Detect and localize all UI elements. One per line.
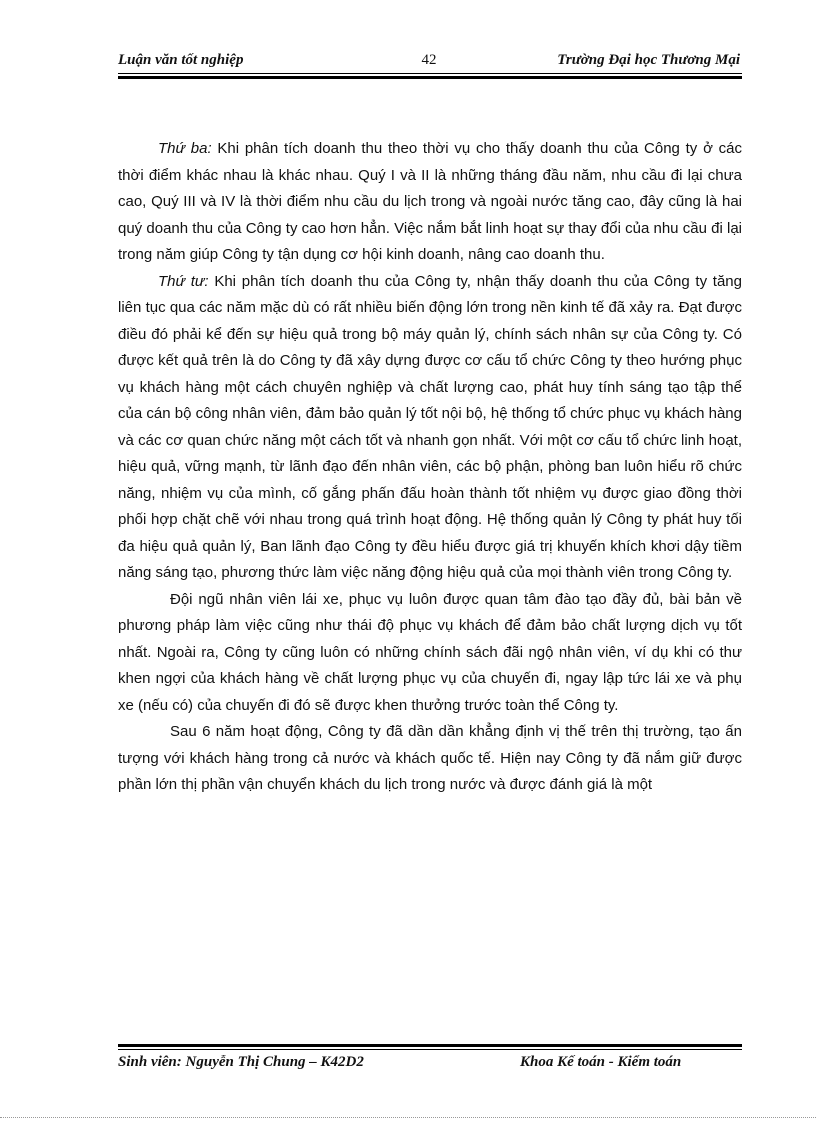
footer-faculty: Khoa Kế toán - Kiểm toán (520, 1054, 682, 1070)
page-edge-dotted-line (0, 1117, 816, 1118)
header-rule-thin (118, 73, 742, 74)
paragraph-lead: Thứ tư: (158, 272, 209, 290)
body-text (118, 136, 742, 799)
paragraph-thu-ba (118, 136, 742, 269)
header-rule-thick (118, 76, 742, 79)
footer-rule-thick (118, 1044, 742, 1047)
page-number: 42 (421, 52, 437, 68)
header-university: Trường Đại học Thương Mại (557, 52, 740, 68)
page-header (118, 52, 740, 72)
paragraph-text: Khi phân tích doanh thu của Công ty, nhận thấy doanh thu của Công ty tăng liên tục qua các năm mặc dù có rất nhiều biến động lớn trong nền kinh tế đã xảy ra. Đạt được điều đó phải kể đến sự hiệu quả trong bộ máy quản lý, chính sách nhân sự của Công ty. Có được kết quả trên là do Công ty đã xây dựng được cơ cấu tổ chức Công ty theo hướng phục vụ khách hàng một cách chuyên nghiệp và chất lượng cao, phát huy tính sáng tạo tập thể của cán bộ công nhân viên, đảm bảo quản lý tốt nội bộ, hệ thống tổ chức phục vụ khách hàng và các cơ quan chức năng một cách tốt và nhanh gọn nhất. Với một cơ cấu tổ chức linh hoạt, hiệu quả, vững mạnh, từ lãnh đạo đến nhân viên, các bộ phận, phòng ban luôn hiểu rõ chức năng, nhiệm vụ của mình, cố gắng phấn đấu hoàn thành tốt nhiệm vụ được giao đồng thời phối hợp chặt chẽ với nhau trong quá trình hoạt động. Hệ thống quản lý Công ty phát huy tối đa hiệu quả quản lý, Ban lãnh đạo Công ty đều hiểu được giá trị khuyến khích khơi dậy tiềm năng sáng tạo, phương thức làm việc năng động hiệu quả của mọi thành viên trong Công ty. (118, 272, 742, 581)
page-footer (118, 1054, 742, 1074)
footer-student: Sinh viên: Nguyễn Thị Chung – K42D2 (118, 1054, 364, 1070)
paragraph-lead: Thứ ba: (158, 140, 212, 157)
paragraph-text: Khi phân tích doanh thu theo thời vụ cho thấy doanh thu của Công ty ở các thời điểm khác nhau là khác nhau. Quý I và II là những tháng đầu năm, nhu cầu đi lại chưa cao, Quý III và IV là thời điểm nhu cầu du lịch trong và ngoài nước tăng cao, đây cũng là hai quý doanh thu của Công ty cao hơn hẳn. Việc nắm bắt linh hoạt sự thay đổi của nhu cầu đi lại trong năm giúp Công ty tận dụng cơ hội kinh doanh, nâng cao doanh thu. (118, 140, 743, 263)
paragraph-staff (118, 587, 742, 720)
paragraph-text: Đội ngũ nhân viên lái xe, phục vụ luôn được quan tâm đào tạo đầy đủ, bài bản về phương pháp làm việc cũng như thái độ phục vụ khách để đảm bảo chất lượng dịch vụ tốt nhất. Ngoài ra, Công ty cũng luôn có những chính sách đãi ngộ nhân viên, ví dụ khi có thư khen ngợi của khách hàng về chất lượng phục vụ của chuyến đi, ngay lập tức lái xe và phụ xe (nếu có) của chuyến đi đó sẽ được khen thưởng trước toàn thể Công ty. (118, 590, 742, 714)
paragraph-after-6-years (118, 719, 742, 799)
paragraph-thu-tu (118, 269, 742, 587)
footer-rule-thin (118, 1049, 742, 1050)
paragraph-text: Sau 6 năm hoạt động, Công ty đã dần dần khẳng định vị thế trên thị trường, tạo ấn tượng với khách hàng trong cả nước và khách quốc tế. Hiện nay Công ty đã nắm giữ được phần lớn thị phần vận chuyển khách du lịch trong nước và được đánh giá là một (118, 723, 742, 793)
header-thesis-label: Luận văn tốt nghiệp (118, 52, 244, 68)
